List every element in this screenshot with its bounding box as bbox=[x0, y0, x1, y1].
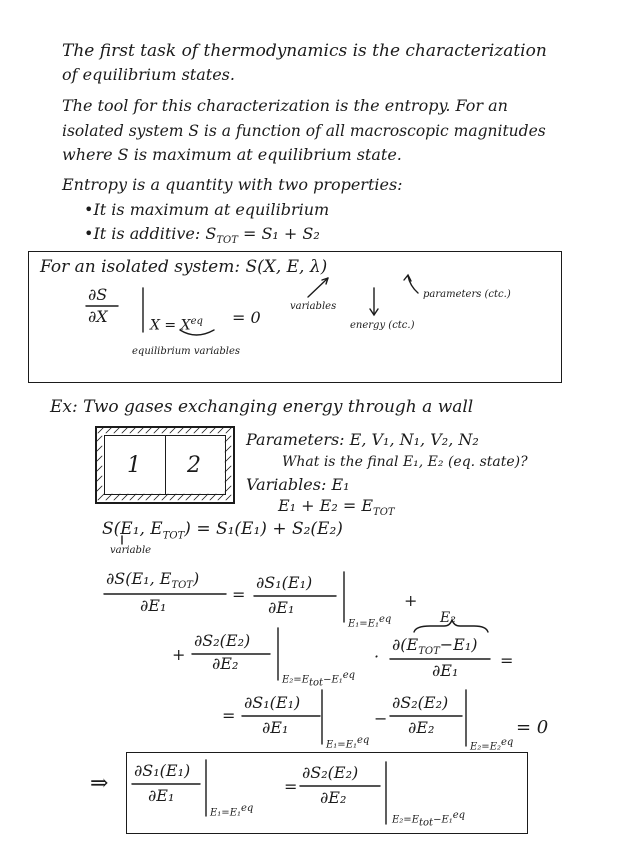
result-dS1-numerator: ∂S₁(E₁) bbox=[134, 761, 191, 780]
note-line-4: isolated system S is a function of all macroscopic magnitudes bbox=[62, 122, 546, 140]
question-line: What is the final E₁, E₂ (eq. state)? bbox=[282, 454, 528, 470]
label-energy: energy (ctc.) bbox=[350, 320, 415, 331]
implies-arrow: ⇒ bbox=[90, 771, 109, 796]
overbrace-E2 bbox=[414, 620, 488, 632]
dS1-numerator: ∂S₁(E₁) bbox=[256, 573, 313, 592]
bullet-maximum: •It is maximum at equilibrium bbox=[84, 200, 330, 219]
dS2b-denominator: ∂E₂ bbox=[408, 718, 435, 737]
dS1-denominator: ∂E₁ bbox=[268, 598, 295, 617]
entropy-sum: S(E₁, $E_{TOT}) = S_1(E_1) + S_2(E_2)$ bbox=[102, 519, 343, 542]
equals-3: = bbox=[222, 706, 236, 725]
result-equals: = bbox=[284, 777, 298, 796]
result-dS2-denominator: ∂E₂ bbox=[320, 788, 347, 807]
wall-hatching bbox=[96, 427, 231, 500]
multiply-dot: · bbox=[374, 647, 380, 666]
arrow-variables bbox=[308, 278, 328, 297]
deriv-equals-zero: = 0 bbox=[232, 308, 261, 327]
equals-1: = bbox=[232, 585, 246, 604]
result-dS2-evaluation: $E_2=E_{tot}-E_1^{eq}$ bbox=[392, 810, 466, 829]
note-line-5: where S is maximum at equilibrium state. bbox=[62, 145, 402, 164]
note-line-3: The tool for this characterization is the entropy. For an bbox=[62, 96, 508, 115]
result-dS2-numerator: ∂S₂(E₂) bbox=[302, 763, 359, 782]
dEdiff-numerator: $\partial(E_{TOT}-E_1)$ bbox=[392, 635, 478, 658]
dS1-evaluation: E₁=E₁$^{eq}$ bbox=[348, 614, 392, 630]
deriv-evaluation: $X = X^{eq}$ bbox=[150, 316, 203, 334]
result-dS1-denominator: ∂E₁ bbox=[148, 786, 175, 805]
deriv-numerator: ∂S bbox=[88, 285, 108, 304]
dEdiff-denominator: ∂E₁ bbox=[432, 661, 459, 680]
constraint-line: $E_1 + E_2 = E_{TOT}$ bbox=[278, 496, 395, 519]
label-variables: variables bbox=[290, 301, 337, 312]
dS2b-evaluation: E₂=E₂$^{eq}$ bbox=[470, 737, 514, 753]
dS2-evaluation: $E_2=E_{tot}-E_1^{eq}$ bbox=[282, 670, 356, 689]
note-line-2: of equilibrium states. bbox=[62, 65, 235, 84]
bullet-additive: •It is additive: $S_{TOT} = S_1 + S_2$ bbox=[84, 224, 320, 247]
dS2b-numerator: ∂S₂(E₂) bbox=[392, 693, 449, 712]
cell-1-label: 1 bbox=[127, 453, 141, 478]
example-heading: Ex: Two gases exchanging energy through a wall bbox=[50, 397, 474, 417]
note-line-6: Entropy is a quantity with two properties: bbox=[62, 175, 403, 194]
dS2-numerator: ∂S₂(E₂) bbox=[194, 631, 251, 650]
equilibrium-brace bbox=[180, 330, 214, 335]
result-dS1-evaluation: E₁=E₁$^{eq}$ bbox=[210, 803, 254, 819]
isolated-system-title: For an isolated system: S(X, E, λ) bbox=[40, 257, 328, 277]
brace-label-E2: E₂ bbox=[440, 610, 456, 626]
label-parameters: parameters (ctc.) bbox=[423, 289, 511, 300]
dS1b-evaluation: E₁=E₁$^{eq}$ bbox=[326, 735, 370, 751]
note-line-1: The first task of thermodynamics is the characterization bbox=[62, 41, 547, 61]
minus-sign: − bbox=[374, 709, 388, 728]
label-equilibrium-variables: equilibrium variables bbox=[132, 346, 241, 357]
variables-line: Variables: E₁ bbox=[246, 475, 350, 494]
dS2-denominator: ∂E₂ bbox=[212, 654, 239, 673]
equals-zero-final: = 0 bbox=[516, 717, 549, 738]
dS1b-denominator: ∂E₁ bbox=[262, 718, 289, 737]
deriv-denominator: ∂X bbox=[88, 307, 108, 326]
cell-2-label: 2 bbox=[187, 453, 201, 478]
arrow-head bbox=[404, 275, 411, 281]
variable-annotation: variable bbox=[110, 545, 152, 556]
equals-2: = bbox=[500, 651, 514, 670]
plus-sign-2: + bbox=[172, 645, 186, 664]
plus-sign-1: + bbox=[404, 591, 418, 610]
dS-total-numerator: ∂S(E₁, $E_{TOT}$) bbox=[106, 569, 200, 592]
dS1b-numerator: ∂S₁(E₁) bbox=[244, 693, 301, 712]
dS-total-denominator: ∂E₁ bbox=[140, 596, 167, 615]
parameters-line: Parameters: E, V₁, N₁, V₂, N₂ bbox=[246, 430, 479, 449]
